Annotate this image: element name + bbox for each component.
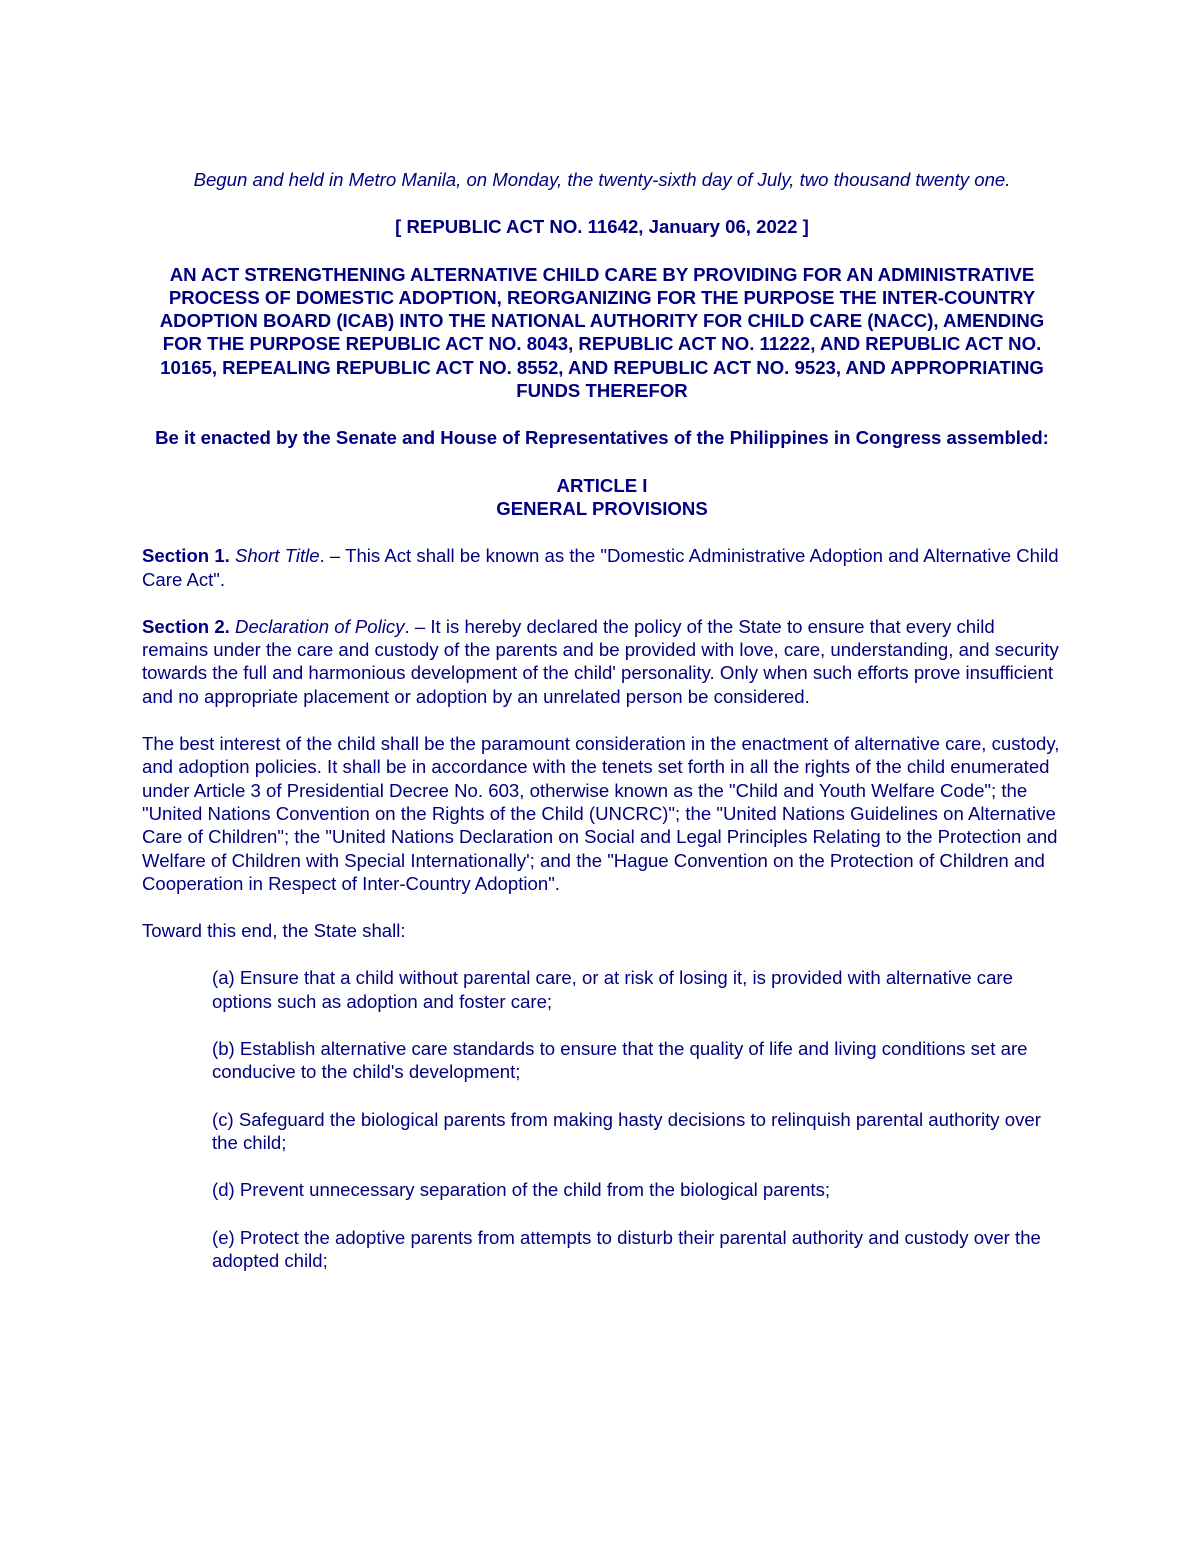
policy-list	[142, 966, 1062, 1272]
act-title: AN ACT STRENGTHENING ALTERNATIVE CHILD CARE BY PROVIDING FOR AN ADMINISTRATIVE PROCESS OF DOMESTIC ADOPTION, REORGANIZING FOR THE PURPOSE THE INTER-COUNTRY ADOPTION BOARD (ICAB) INTO THE NATIONAL AUTHORITY FOR CHILD CARE (NACC), AMENDING FOR THE PURPOSE REPUBLIC ACT NO. 8043, REPUBLIC ACT NO. 11222, AND REPUBLIC ACT NO. 10165, REPEALING REPUBLIC ACT NO. 8552, AND REPUBLIC ACT NO. 9523, AND APPROPRIATING FUNDS THEREFOR	[159, 263, 1045, 402]
section-2-title: Declaration of Policy	[235, 615, 405, 637]
section-1	[142, 544, 1062, 591]
enacting-clause: Be it enacted by the Senate and House of Representatives of the Philippines in Congress assembled:	[155, 427, 1049, 449]
policy-item: (e) Protect the adoptive parents from attempts to disturb their parental authority and custody over the adopted child;	[212, 1226, 1041, 1271]
section-2-body: . – It is hereby declared the policy of the State to ensure that every child remains under the care and custody of the parents and be provided with love, care, understanding, and security towards the full and harmonious development of the child' personality. Only when such efforts prove insufficient and no appropriate placement or adoption by an unrelated person be considered.	[142, 615, 1059, 707]
policy-item: (a) Ensure that a child without parental care, or at risk of losing it, is provided with alternative care options such as adoption and foster care;	[212, 967, 1013, 1012]
policy-item: (b) Establish alternative care standards to ensure that the quality of life and living conditions set are conducive to the child's development;	[212, 1038, 1028, 1083]
section-1-title: Short Title	[235, 545, 320, 567]
article-heading	[142, 474, 1062, 521]
intro-line: Begun and held in Metro Manila, on Monday, the twenty-sixth day of July, two thousand twenty one.	[193, 169, 1011, 190]
toward-end-line: Toward this end, the State shall:	[142, 920, 406, 942]
policy-item: (d) Prevent unnecessary separation of the child from the biological parents;	[212, 1179, 831, 1201]
section-2-label: Section 2.	[142, 615, 230, 637]
article-number: ARTICLE I	[556, 474, 648, 496]
republic-act-number: [ REPUBLIC ACT NO. 11642, January 06, 2022 ]	[395, 216, 809, 238]
policy-item: (c) Safeguard the biological parents from making hasty decisions to relinquish parental authority over the child;	[212, 1108, 1041, 1153]
document-page	[142, 168, 1062, 1296]
article-title: GENERAL PROVISIONS	[496, 497, 708, 519]
best-interest-paragraph: The best interest of the child shall be the paramount consideration in the enactment of alternative care, custody, and adoption policies. It shall be in accordance with the tenets set forth in all the rights of the child enumerated under Article 3 of Presidential Decree No. 603, otherwise known as the "Child and Youth Welfare Code"; the "United Nations Convention on the Rights of the Child (UNCRC)"; the "United Nations Guidelines on Alternative Care of Children"; the "United Nations Declaration on Social and Legal Principles Relating to the Protection and Welfare of Children with Special Internationally'; and the "Hague Convention on the Protection of Children and Cooperation in Respect of Inter-Country Adoption".	[142, 733, 1060, 894]
section-1-body: . – This Act shall be known as the "Domestic Administrative Adoption and Alternative Child Care Act".	[142, 545, 1059, 590]
section-2	[142, 615, 1062, 708]
section-1-label: Section 1.	[142, 545, 230, 567]
